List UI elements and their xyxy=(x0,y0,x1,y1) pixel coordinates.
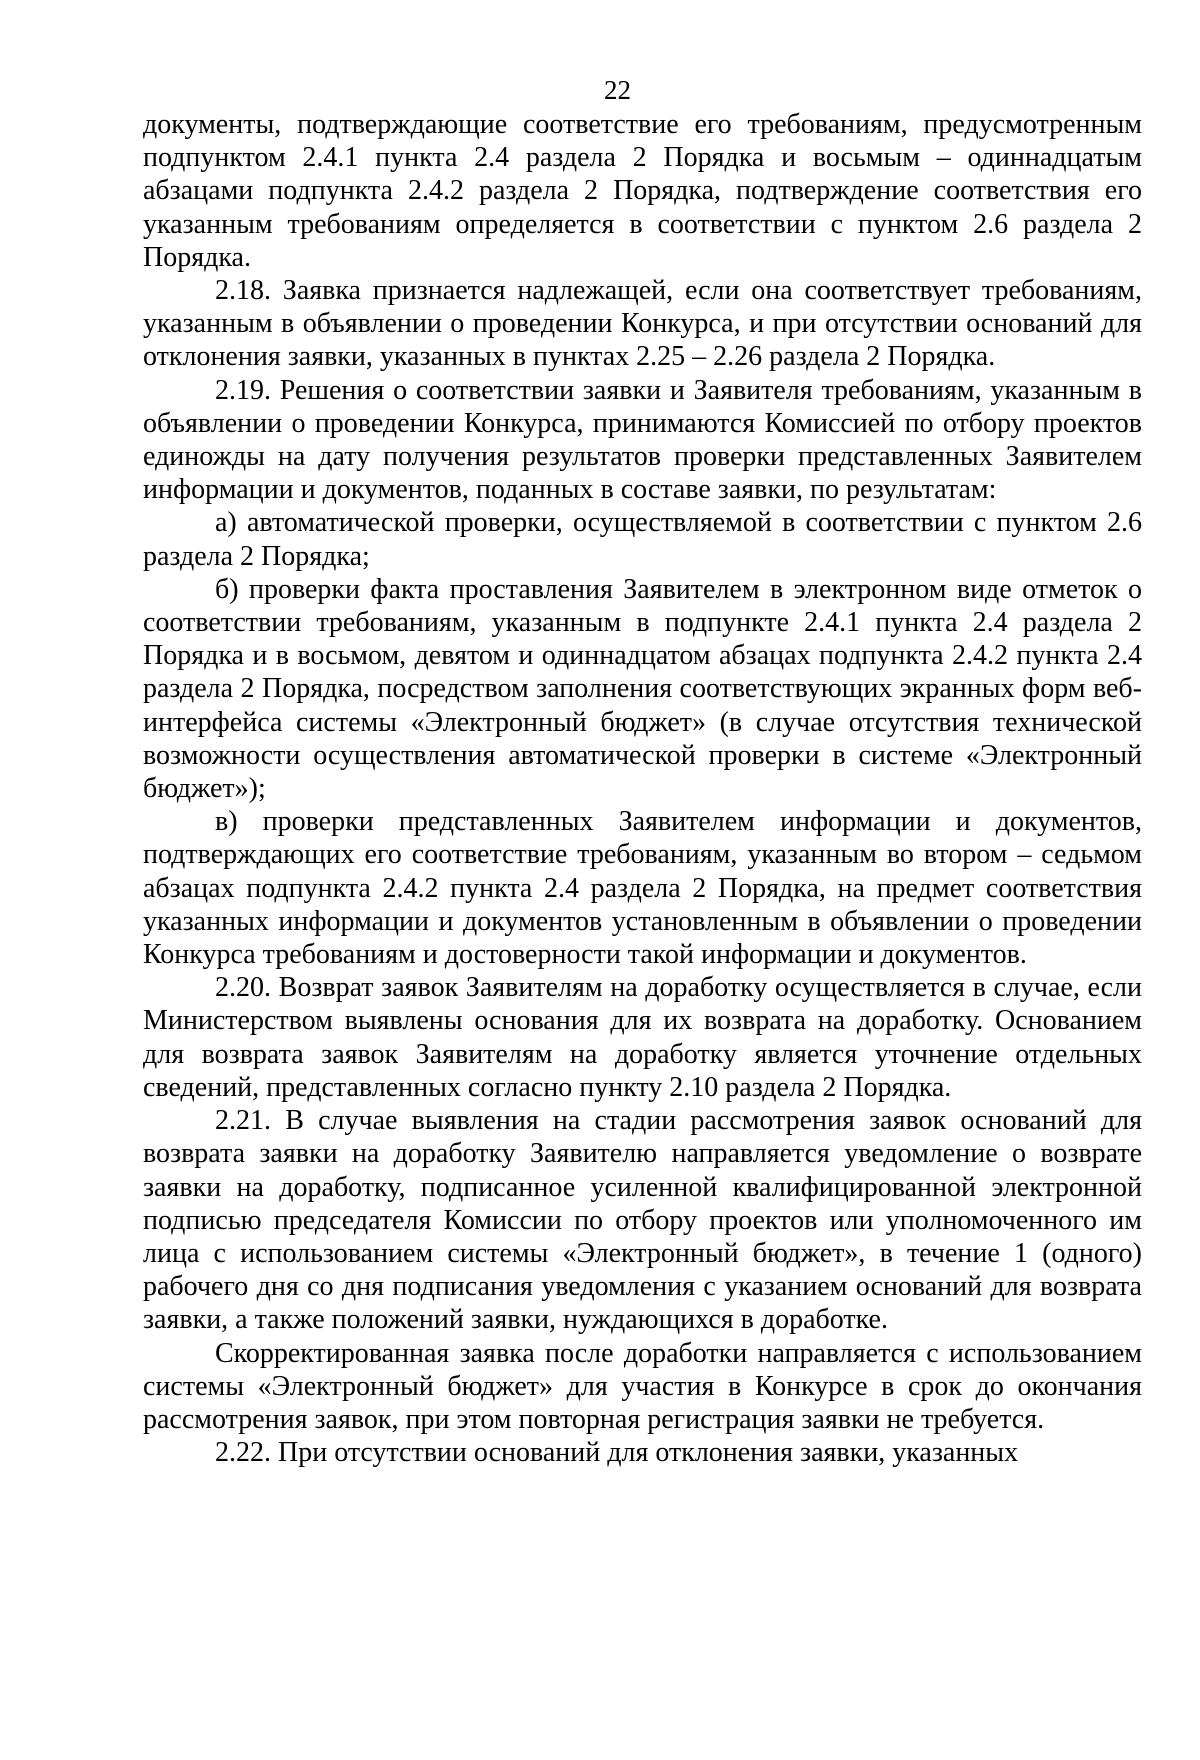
page-number: 22 xyxy=(604,75,631,105)
paragraph-2-18: 2.18. Заявка признается надлежащей, если она соответствует требованиям, указанным в объявлении о проведении Конкурса, и при отсутствии оснований для отклонения заявки, указанных в пунктах 2.25 – 2.26 раздела 2 Порядка. xyxy=(143,275,1142,373)
paragraph-2-22: 2.22. При отсутствии оснований для отклонения заявки, указанных xyxy=(215,1437,1019,1469)
paragraph-2-19-v: в) проверки представленных Заявителем информации и документов, подтверждающих его соответствие требованиям, указанным во втором – седьмом абзацах подпункта 2.4.2 пункта 2.4 раздела 2 Порядка, на предмет соответствия указанных информации и документов установленным в объявлении о проведении Конкурса требованиям и достоверности такой информации и документов. xyxy=(143,806,1142,971)
paragraph-2-19-b: б) проверки факта проставления Заявителем в электронном виде отметок о соответствии требованиям, указанным в подпункте 2.4.1 пункта 2.4 раздела 2 Порядка и в восьмом, девятом и одиннадцатом абзацах подпункта 2.4.2 пункта 2.4 раздела 2 Порядка, посредством заполнения соответствующих экранных форм веб-интерфейса системы «Электронный бюджет» (в случае отсутствия технической возможности осуществления автоматической проверки в системе «Электронный бюджет»); xyxy=(143,573,1142,805)
paragraph-2-21: 2.21. В случае выявления на стадии рассмотрения заявок оснований для возврата заявки на доработку Заявителю направляется уведомление о возврате заявки на доработку, подписанное усиленной квалифицированной электронной подписью председателя Комиссии по отбору проектов или уполномоченного им лица с использованием системы «Электронный бюджет», в течение 1 (одного) рабочего дня со дня подписания уведомления с указанием оснований для возврата заявки, а также положений заявки, нуждающихся в доработке. xyxy=(143,1105,1142,1336)
paragraph-2-20: 2.20. Возврат заявок Заявителям на доработку осуществляется в случае, если Министерством выявлены основания для их возврата на доработку. Основанием для возврата заявок Заявителям на доработку является уточнение отдельных сведений, представленных согласно пункту 2.10 раздела 2 Порядка. xyxy=(143,972,1142,1103)
paragraph-2-19: 2.19. Решения о соответствии заявки и Заявителя требованиям, указанным в объявлении о проведении Конкурса, принимаются Комиссией по отбору проектов единожды на дату получения результатов проверки представленных Заявителем информации и документов, поданных в составе заявки, по результатам: xyxy=(143,374,1142,506)
paragraph-2-19-a: а) автоматической проверки, осуществляемой в соответствии с пунктом 2.6 раздела 2 Порядка; xyxy=(143,507,1142,572)
paragraph-corrected-application: Скорректированная заявка после доработки направляется с использованием системы «Электронный бюджет» для участия в Конкурсе в срок до окончания рассмотрения заявок, при этом повторная регистрация заявки не требуется. xyxy=(143,1337,1142,1435)
paragraph-continuation: документы, подтверждающие соответствие его требованиям, предусмотренным подпунктом 2.4.1 пункта 2.4 раздела 2 Порядка и восьмым – одиннадцатым абзацами подпункта 2.4.2 раздела 2 Порядка, подтверждение соответствия его указанным требованиям определяется в соответствии с пунктом 2.6 раздела 2 Порядка. xyxy=(143,109,1142,273)
